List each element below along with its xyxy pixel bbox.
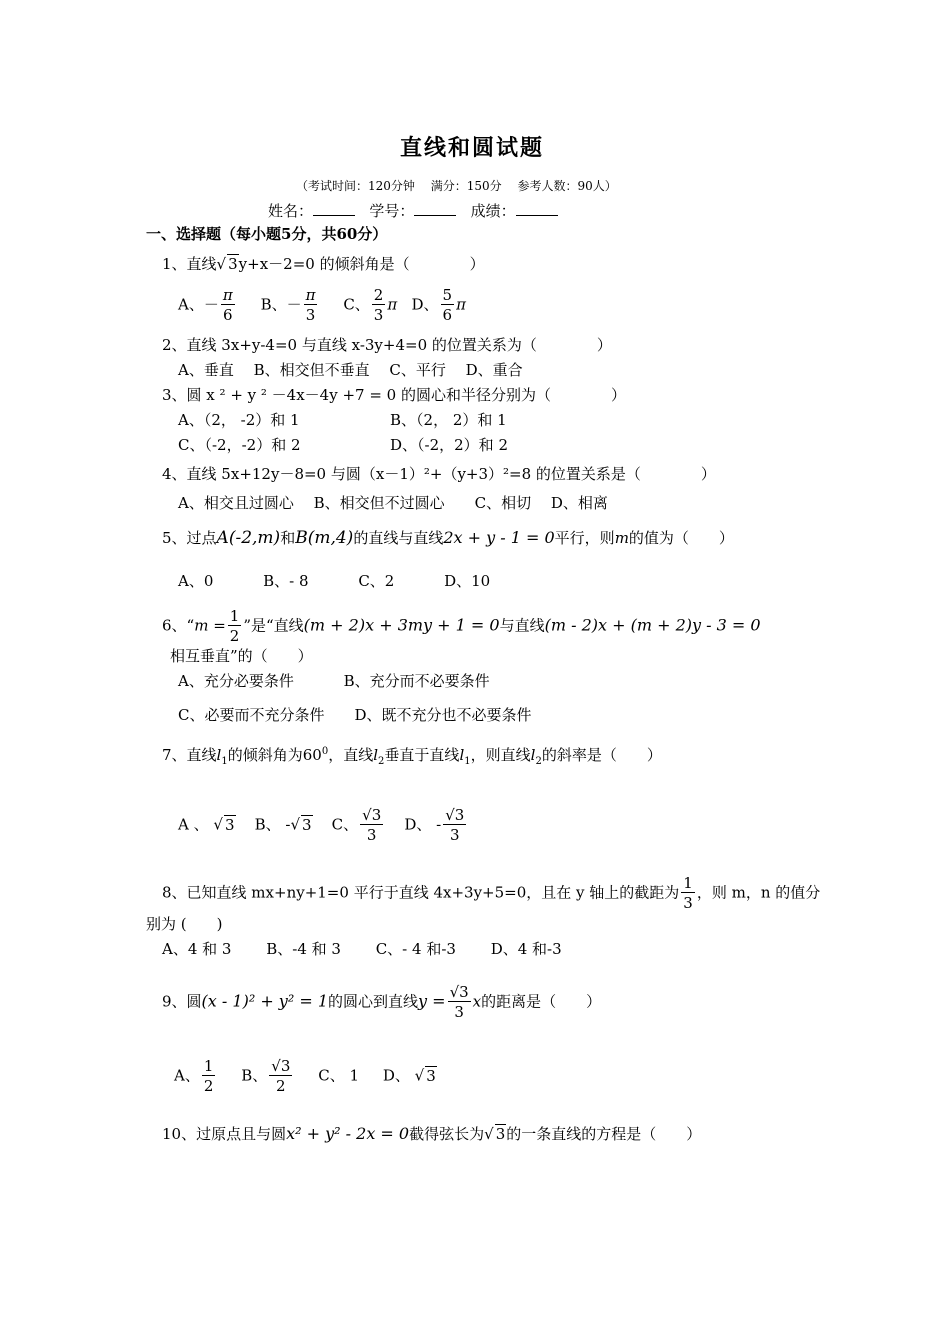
question-3-option-c: C、（-2，-2）和 2 xyxy=(178,436,301,454)
exam-info: （考试时间：120分钟 满分：150分 参考人数：90人） xyxy=(296,179,617,193)
name-blank[interactable] xyxy=(313,201,355,216)
question-6-stem-cont: 相互垂直”的（ ） xyxy=(170,647,313,665)
question-10-stem: 10、过原点且与圆x² + y² - 2x = 0截得弦长为√ 3的一条直线的方程是（ ） xyxy=(162,1124,702,1143)
score-blank[interactable] xyxy=(516,201,558,216)
question-2-stem: 2、直线 3x+y-4=0 与直线 x-3y+4=0 的位置关系为（ ） xyxy=(162,336,612,354)
question-6-options-ab: A、充分必要条件 B、充分而不必要条件 xyxy=(178,672,490,690)
question-3-stem: 3、圆 x ² + y ² －4x－4y +7 = 0 的圆心和半径分别为（ ） xyxy=(162,386,626,404)
question-8-options: A、4 和 3 B、-4 和 3 C、- 4 和-3 D、4 和-3 xyxy=(162,940,562,958)
question-1-options: A、－ $\frac{\pi}{6}$ B、－ $\frac{\pi}{3}$ C、 $\frac{2}{3}$ π D、 $\frac{5}{6}$ π xyxy=(178,286,466,324)
student-info-row xyxy=(268,201,558,221)
question-1-stem: 1、直线√ 3y+x－2=0 的倾斜角是（ ） xyxy=(162,255,485,273)
section-heading: 一、选择题（每小题5分，共60分） xyxy=(146,225,388,243)
id-label: 学号： xyxy=(369,202,415,220)
page-title: 直线和圆试题 xyxy=(400,135,545,161)
question-5-options: A、0 B、- 8 C、2 D、10 xyxy=(178,572,491,590)
name-label: 姓名： xyxy=(268,202,314,220)
question-8-stem: 8、已知直线 mx+ny+1=0 平行于直线 4x+3y+5=0，且在 y 轴上的截距为 $\frac{1}{3}$ ，则 m，n 的值分 xyxy=(162,874,821,912)
question-7-stem: 7、直线$l_1$的倾斜角为$60^0$，直线$l_2$垂直于直线$l_1$，则直线$l_2$的斜率是（ ） xyxy=(162,746,662,767)
question-2-options: A、垂直 B、相交但不垂直 C、平行 D、重合 xyxy=(178,361,523,379)
question-3-option-b: B、（2， 2）和 1 xyxy=(390,411,507,429)
id-blank[interactable] xyxy=(414,201,456,216)
question-4-options: A、相交且过圆心 B、相交但不过圆心 C、相切 D、相离 xyxy=(178,494,608,512)
question-6-options-cd: C、必要而不充分条件 D、既不充分也不必要条件 xyxy=(178,706,532,724)
question-6-stem: 6、“m = $\frac{1}{2}$ ”是“直线(m + 2)x + 3my + 1 = 0与直线(m - 2)x + (m + 2)y - 3 = 0 xyxy=(162,607,761,645)
question-7-options: A 、 √ 3 B、 -√ 3 C、 $\frac{√3}{3}$ D、 - $\frac{√3}{3}$ xyxy=(178,806,465,844)
score-label: 成绩： xyxy=(470,202,516,220)
question-4-stem: 4、直线 5x+12y－8=0 与圆（x－1）²+（y+3）²=8 的位置关系是（ ） xyxy=(162,465,716,483)
question-3-option-a: A、（2， -2）和 1 xyxy=(178,411,300,429)
question-5-stem: 5、过点A(-2,m)和B(m,4)的直线与直线2x + y - 1 = 0平行，则m的值为（ ） xyxy=(162,528,734,548)
question-8-stem-cont: 别为 ( ) xyxy=(146,915,223,933)
question-9-options: A、 $\frac{1}{2}$ B、 $\frac{√3}{2}$ C、 1 D、 √ 3 xyxy=(174,1057,436,1095)
question-3-option-d: D、（-2，2）和 2 xyxy=(390,436,508,454)
question-9-stem: 9、圆(x - 1)² + y² = 1的圆心到直线y = $\frac{√3}{3}$ x的距离是（ ） xyxy=(162,983,602,1021)
